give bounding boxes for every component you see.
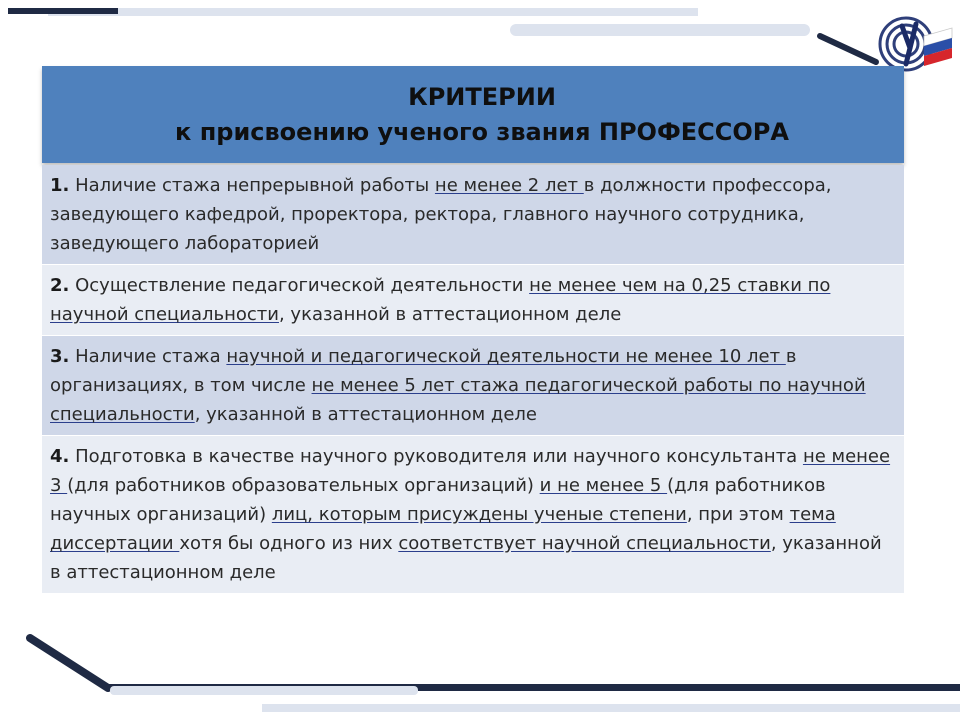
criterion-row-3 [42, 336, 904, 436]
top-dark-bar [8, 8, 118, 14]
criterion-emphasis: не менее 2 лет [434, 175, 584, 196]
criterion-text: , указанной в аттестационном деле [278, 304, 622, 325]
criterion-text: Осуществление педагогической деятельности [69, 275, 530, 296]
bottom-light-bar [110, 686, 418, 695]
criterion-text: хотя бы одного из них [179, 533, 399, 554]
bottom-light-bar-2 [262, 704, 960, 712]
criterion-text: Наличие стажа непрерывной работы [69, 175, 435, 196]
criterion-number: 4. [50, 446, 70, 467]
criterion-text: , при этом [686, 504, 790, 525]
criterion-emphasis: не менее чем на 0,25 ставки по научной специальности [50, 275, 831, 325]
title-line-1: КРИТЕРИИ [408, 82, 556, 111]
criterion-text: в должности профессора, заведующего кафедрой, проректора, ректора, главного научного сотрудника, заведующего лабораторией [50, 175, 832, 254]
criterion-text: , указанной в аттестационном деле [194, 404, 538, 425]
criterion-row-4 [42, 436, 904, 594]
criterion-text: Подготовка в качестве научного руководителя или научного консультанта [69, 446, 803, 467]
title-line-2: к присвоению ученого звания ПРОФЕССОРА [175, 117, 789, 146]
criterion-emphasis: и не менее 5 [539, 475, 668, 496]
criterion-emphasis: не менее 5 лет стажа педагогической работы по научной специальности [50, 375, 866, 425]
criteria-list [42, 165, 904, 594]
criterion-row-1 [42, 165, 904, 265]
criterion-text: , указанной в аттестационном деле [50, 533, 882, 583]
criterion-text: (для работников образовательных организаций) [67, 475, 540, 496]
criterion-text: (для работников научных организаций) [50, 475, 826, 525]
criterion-text: Наличие стажа [69, 346, 227, 367]
criterion-row-2 [42, 265, 904, 336]
criterion-emphasis: научной и педагогической деятельности не менее 10 лет [226, 346, 786, 367]
criterion-number: 1. [50, 175, 70, 196]
criterion-emphasis: не менее 3 [50, 446, 891, 496]
criterion-emphasis: лиц, которым присуждены ученые степени [271, 504, 687, 525]
bottom-dark-bar [108, 684, 960, 691]
criteria-slide [42, 66, 904, 594]
criterion-text: в организациях, в том числе [50, 346, 797, 396]
university-logo-icon [866, 14, 954, 74]
criterion-emphasis: соответствует научной специальности [398, 533, 771, 554]
criterion-number: 2. [50, 275, 70, 296]
top-light-bar-2 [510, 24, 810, 36]
criterion-emphasis: тема диссертации [50, 504, 836, 554]
bottom-dark-diagonal [30, 638, 108, 688]
top-light-bar [48, 8, 698, 16]
criterion-number: 3. [50, 346, 70, 367]
title-banner [42, 66, 904, 163]
